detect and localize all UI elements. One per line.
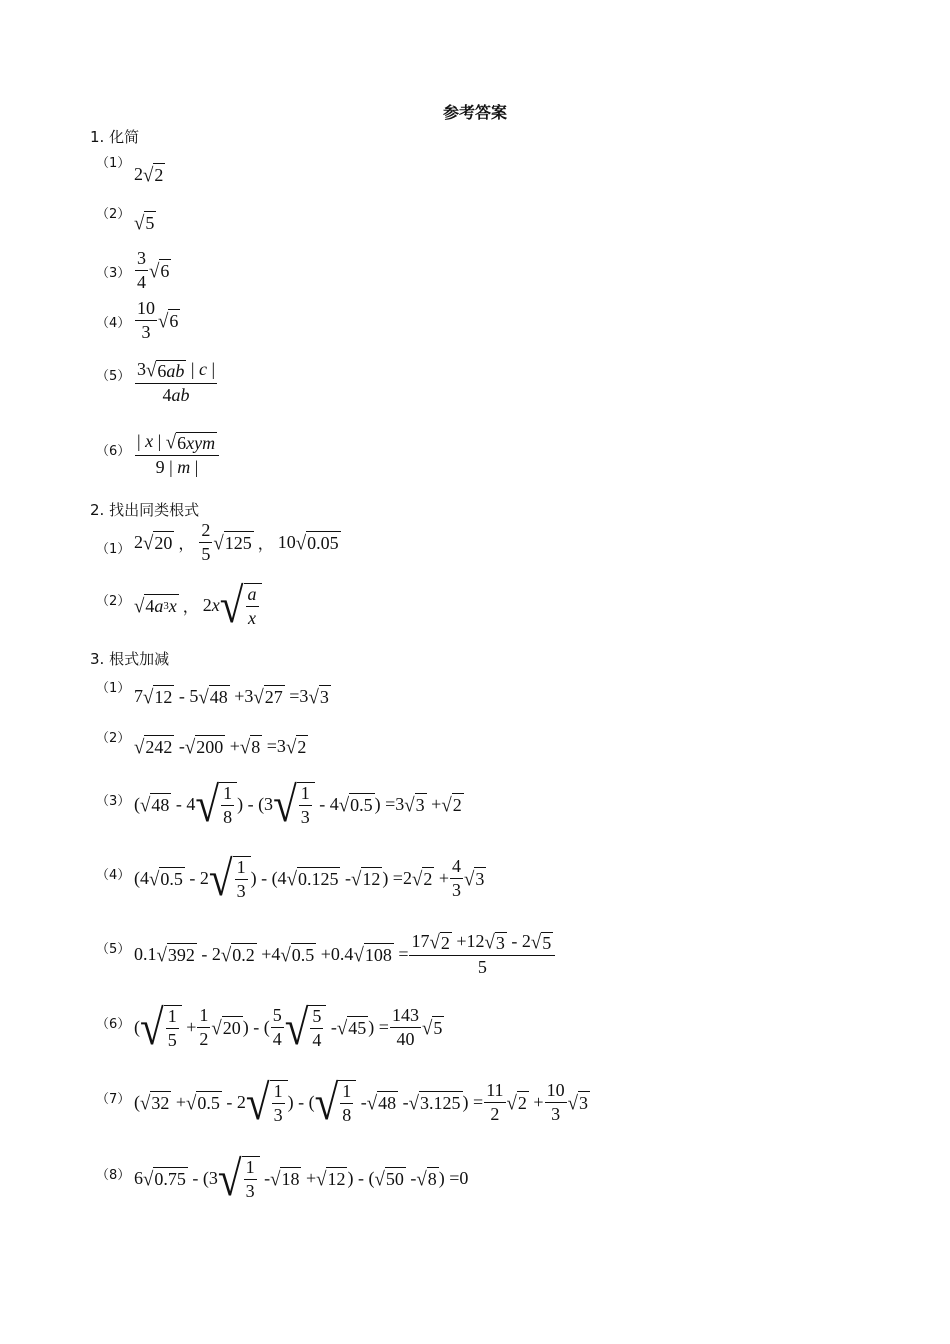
answer-1-6: | x | √ 6 xym 9 | m | xyxy=(134,432,220,477)
item-label: （6） xyxy=(96,1017,131,1032)
item-label: （2） xyxy=(96,207,131,222)
answer-1-1: 2 √ 2 xyxy=(134,164,164,187)
answer-3-4: (4 √ 0.5 - 2 √ 1 3 ) - (4 √ 0.125 - √ 12 ) =2 √ 2 + 4 3 √ 3 xyxy=(134,852,485,907)
item-label: （8） xyxy=(96,1168,131,1183)
section-2-heading: 2. 找出同类根式 xyxy=(90,501,200,519)
item-label: （4） xyxy=(96,868,131,883)
answer-1-2: √ 5 xyxy=(134,212,155,235)
item-label: （5） xyxy=(96,942,131,957)
item-label: （2） xyxy=(96,594,131,609)
answer-1-4: 10 3 √ 6 xyxy=(137,298,179,342)
answer-3-3: ( √ 48 - 4 √ 1 8 ) - (3 √ 1 3 - 4 √ 0.5 ) =3 √ 3 + √ 2 xyxy=(134,778,462,833)
answer-3-8: 6 √ 0.75 - (3 √ 1 3 - √ 18 + √ 12 ) - ( √ 50 - √ 8 ) =0 xyxy=(134,1152,469,1207)
item-label: （3） xyxy=(96,794,131,809)
section-3-heading: 3. 根式加减 xyxy=(90,650,170,668)
answer-1-3: 3 4 √ 6 xyxy=(137,248,170,292)
answer-2-1: 2 √ 20 ， 2 5 √ 125 ， 10 √ 0.05 xyxy=(134,520,339,564)
answer-3-6: ( √ 1 5 + 1 2 √ 20 ) - ( 5 4 √ 5 4 - √ 45 ) = 143 40 √ 5 xyxy=(134,1001,443,1056)
item-label: （1） xyxy=(96,542,131,557)
item-label: （5） xyxy=(96,369,131,384)
answer-3-7: ( √ 32 + √ 0.5 - 2 √ 1 3 ) - ( √ 1 8 - √ 48 - √ 3.125 ) = 11 2 √ 2 + 10 3 √ 3 xyxy=(134,1076,588,1131)
item-label: （2） xyxy=(96,731,131,746)
answer-3-5: 0.1 √ 392 - 2 √ 0.2 +4 √ 0.5 +0.4 √ 108 = 17 √ 2 +12 √ 3 - 2 √ 5 5 xyxy=(134,932,556,977)
item-label: （6） xyxy=(96,444,131,459)
answer-1-5: 3 √ 6 ab | c | 4ab xyxy=(137,359,216,406)
answer-3-1: 7 √ 12 - 5 √ 48 +3 √ 27 =3 √ 3 xyxy=(134,686,329,709)
item-label: （1） xyxy=(96,156,131,171)
page-title: 参考答案 xyxy=(442,103,507,122)
item-label: （4） xyxy=(96,316,131,331)
item-label: （3） xyxy=(96,266,131,281)
section-1-heading: 1. 化简 xyxy=(90,128,140,146)
answer-3-2: √ 242 - √ 200 + √ 8 =3 √ 2 xyxy=(134,736,307,759)
item-label: （1） xyxy=(96,681,131,696)
item-label: （7） xyxy=(96,1092,131,1107)
answer-2-2: √ 4 a 3 x ， 2 x √ a x xyxy=(134,583,262,628)
